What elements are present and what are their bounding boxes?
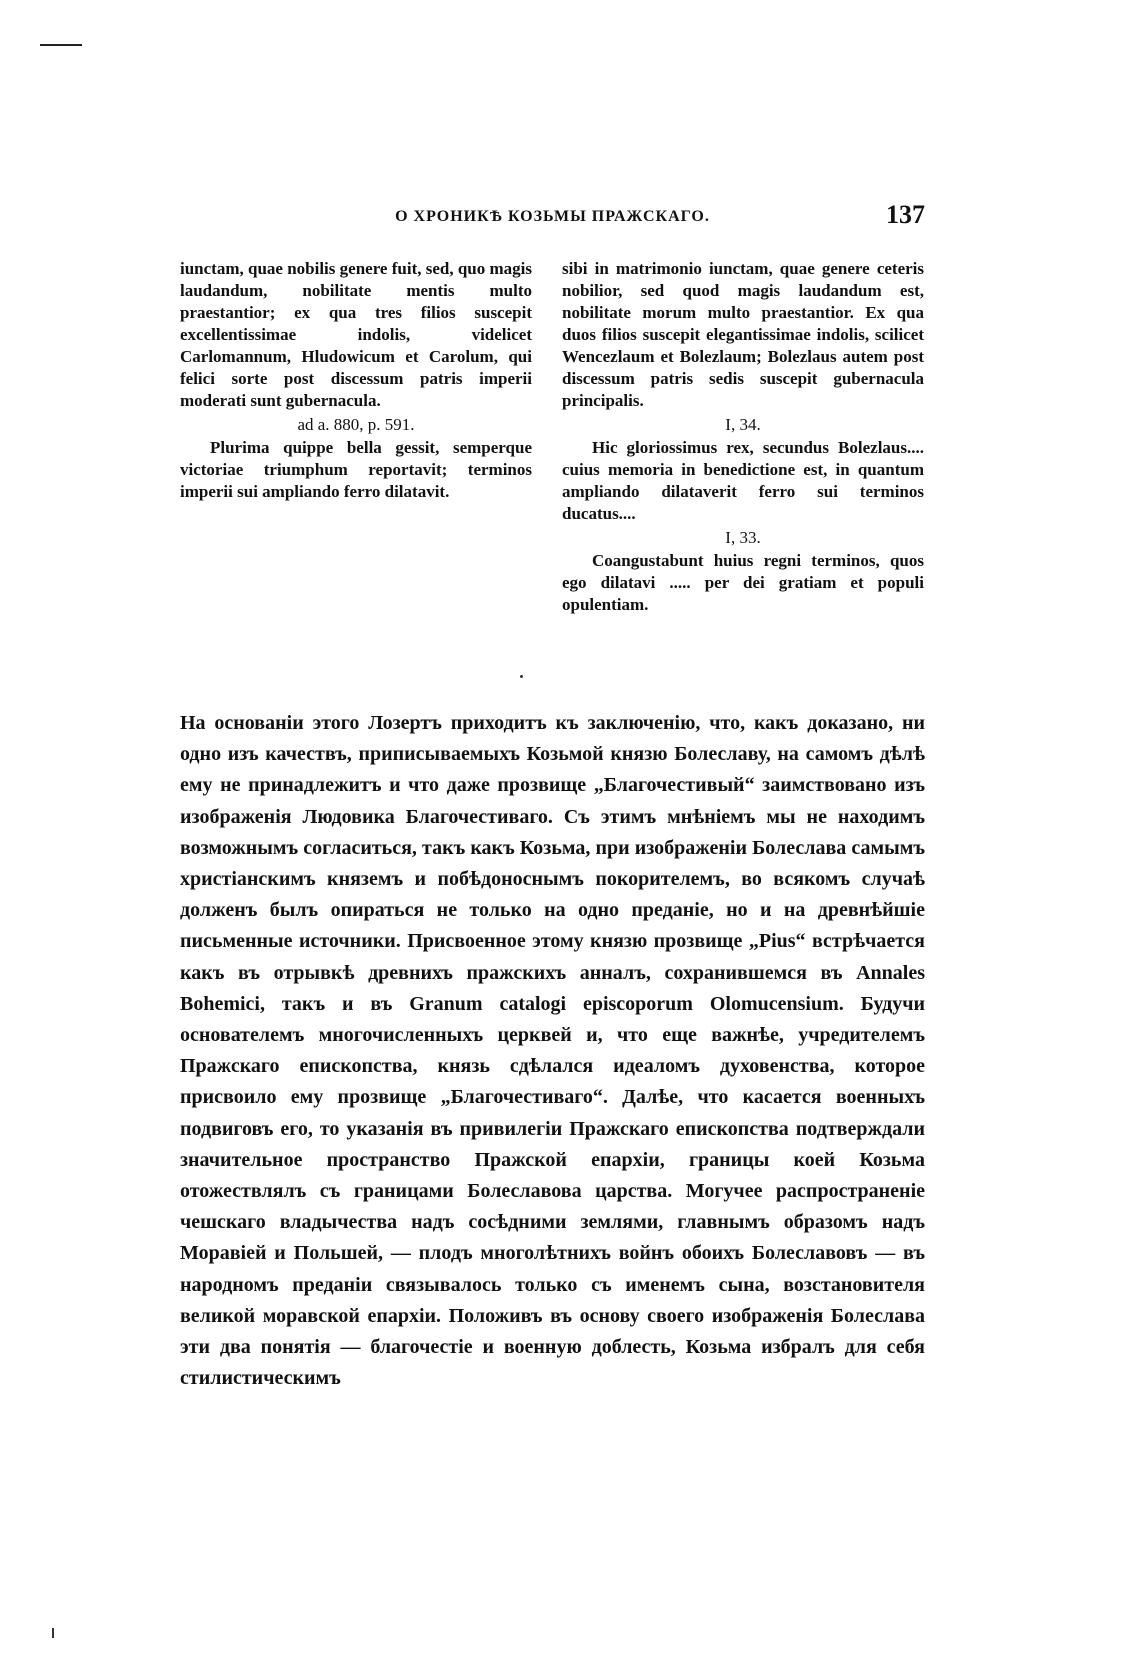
main-body (180, 708, 925, 1394)
center-dot (520, 675, 523, 678)
right-column (562, 258, 924, 616)
right-quote-1: sibi in matrimonio iunctam, quae genere ceteris nobilior, sed quod magis laudandum est, nobilitate morum multo praestantior. Ex qua duos filios suscepit elegantissimae indolis, scilicet Wencezlaum et Bolezlaum; Bolezlaus autem post discessum patris sedis suscepit gubernacula principalis. (562, 259, 924, 410)
main-paragraph: На основаніи этого Лозертъ приходитъ къ заключенію, что, какъ доказано, ни одно изъ качествъ, приписываемыхъ Козьмой князю Болеславу, на самомъ дѣлѣ ему не принадлежитъ и что даже прозвище „Благочестивый“ заимствовано изъ изображенія Людовика Благочестиваго. Съ этимъ мнѣніемъ мы не находимъ возможнымъ согласиться, такъ какъ Козьма, при изображеніи Болеслава самымъ христіанскимъ княземъ и побѣдоноснымъ покорителемъ, во всякомъ случаѣ долженъ былъ опираться не только на одно преданіе, но и на древнѣйшіе письменные источники. Присвоенное этому князю прозвище „Pius“ встрѣчается какъ въ отрывкѣ древнихъ пражскихъ анналъ, сохранившемся въ Annales Bohemici, такъ и въ Granum catalogi episcoporum Olomucensium. Будучи основателемъ многочисленныхъ церквей и, что еще важнѣе, учредителемъ Пражскаго епископства, князь сдѣлался идеаломъ духовенства, которое присвоило ему прозвище „Благочестиваго“. Далѣе, что касается военныхъ подвиговъ его, то указанія въ привилегіи Пражскаго епископства подтверждали значительное пространство Пражской епархіи, границы коей Козьма отожествлялъ съ границами Болеславова царства. Могучее распространеніе чешскаго владычества надъ сосѣдними землями, главнымъ образомъ надъ Моравіей и Польшей, — плодъ многолѣтнихъ войнъ обоихъ Болеславовъ — въ народномъ преданіи связывалось только съ именемъ сына, возстановителя великой моравской епархіи. Положивъ въ основу своего изображенія Болеслава эти два понятія — благочестіе и военную доблесть, Козьма избралъ для себя стилистическимъ (180, 712, 925, 1390)
right-reference-2: I, 34. (725, 415, 761, 434)
left-quote-1: iunctam, quae nobilis genere fuit, sed, quo magis laudandum, nobilitate mentis multo praestantior; ex qua tres filios suscepit excellentissimae indolis, videlicet Carlomannum, Hludowicum et Carolum, qui felici sorte post discessum patris imperii moderati sunt gubernacula. (180, 259, 533, 410)
left-column (180, 258, 532, 503)
running-title: О ХРОНИКѢ КОЗЬМЫ ПРАЖСКАГО. (395, 208, 710, 225)
corner-mark (40, 44, 82, 46)
left-reference-2: ad a. 880, p. 591. (297, 415, 415, 434)
right-quote-2: Hic gloriossimus rex, secundus Bolezlaus.... cuius memoria in benedictione est, in quantum ampliando dilataverit ferro sui terminos ducatus.... (562, 438, 924, 523)
right-reference-3: I, 33. (725, 528, 761, 547)
right-quote-3: Coangustabunt huius regni terminos, quos ego dilatavi ..... per dei gratiam et populi opulentiam. (562, 551, 924, 614)
page-header (180, 200, 925, 240)
left-quote-2: Plurima quippe bella gessit, semperque victoriae triumphum reportavit; terminos imperii sui ampliando ferro dilatavit. (180, 438, 532, 501)
edge-tick (52, 1628, 54, 1638)
page-number: 137 (886, 200, 925, 229)
